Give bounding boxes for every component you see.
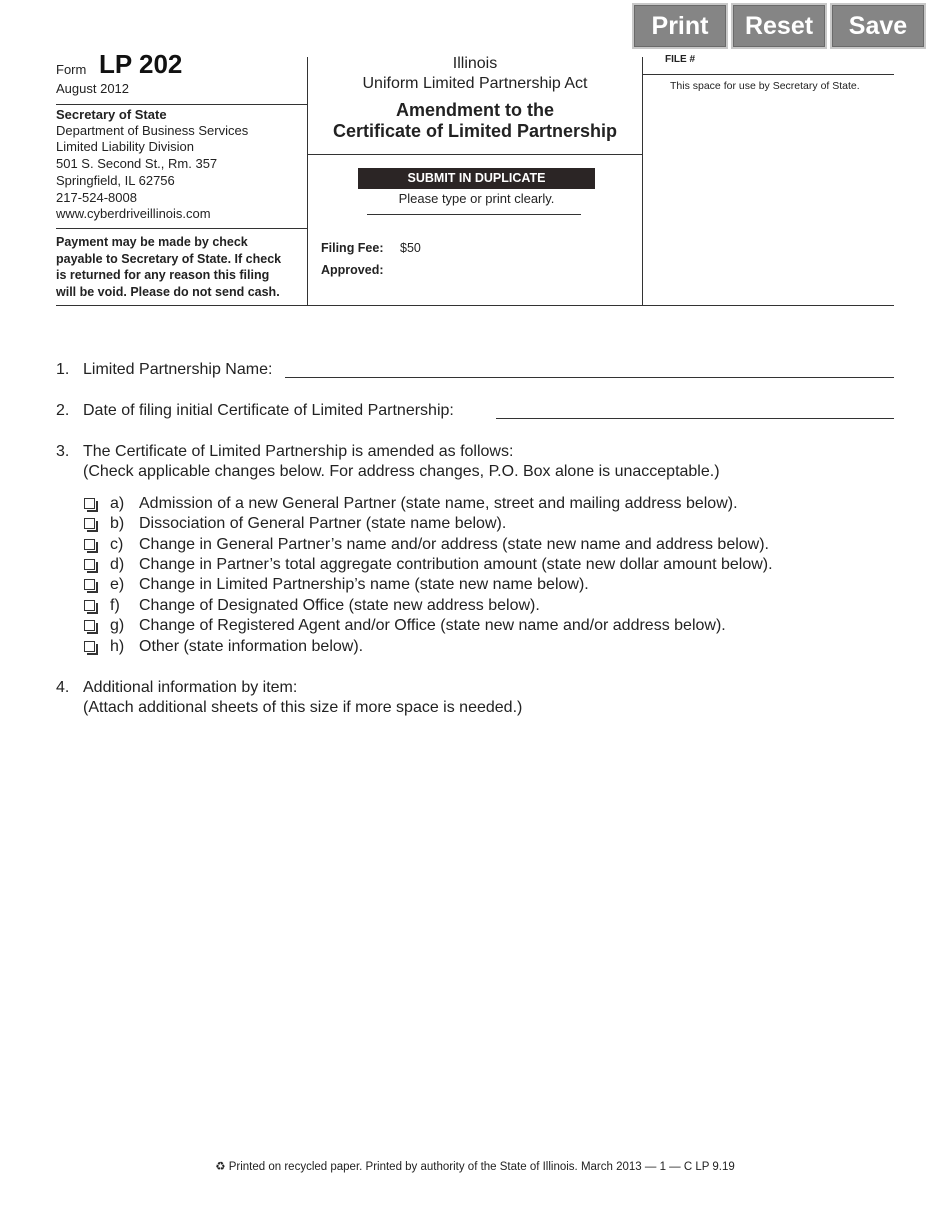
option-label: Change in General Partner’s name and/or address (state new name and address below). <box>139 536 769 553</box>
option-letter: b) <box>110 515 125 532</box>
option-checkbox[interactable] <box>84 600 95 611</box>
item3-heading: The Certificate of Limited Partnership is amended as follows: <box>83 443 514 460</box>
reset-button[interactable]: Reset <box>731 3 827 49</box>
partnership-name-input[interactable] <box>285 377 894 378</box>
office-line: Department of Business Services <box>56 123 249 138</box>
form-title: Certificate of Limited Partnership <box>332 121 618 141</box>
column-divider <box>642 57 643 305</box>
partnership-name-label: Limited Partnership Name: <box>83 361 273 378</box>
item4-heading: Additional information by item: <box>83 679 298 696</box>
filing-date-input[interactable] <box>496 418 894 419</box>
option-letter: h) <box>110 638 125 655</box>
filing-date-label: Date of filing initial Certificate of Limited Partnership: <box>83 402 454 419</box>
option-label: Dissociation of General Partner (state name below). <box>139 515 507 532</box>
recycle-icon: ♻ <box>215 1161 226 1173</box>
form-prefix: Form <box>56 62 87 77</box>
option-label: Admission of a new General Partner (state name, street and mailing address below). <box>139 495 738 512</box>
form-number: LP 202 <box>99 49 183 79</box>
sos-note: This space for use by Secretary of State. <box>670 80 860 92</box>
option-letter: g) <box>110 617 125 634</box>
option-label: Other (state information below). <box>139 638 364 655</box>
office-line: Springfield, IL 62756 <box>56 173 175 188</box>
filing-fee-label: Filing Fee: <box>321 241 384 255</box>
option-checkbox[interactable] <box>84 539 95 550</box>
state-name: Illinois <box>452 55 498 72</box>
option-label: Change of Registered Agent and/or Office (state new name and/or address below). <box>139 617 726 634</box>
office-line: 501 S. Second St., Rm. 357 <box>56 156 218 171</box>
file-number-line <box>643 74 894 75</box>
office-title: Secretary of State <box>56 107 167 122</box>
footer-note <box>0 1159 950 1173</box>
header-divider <box>308 154 642 155</box>
approved-label: Approved: <box>321 263 384 277</box>
submit-banner: SUBMIT IN DUPLICATE <box>358 168 595 189</box>
header-divider <box>56 228 307 229</box>
act-name: Uniform Limited Partnership Act <box>362 75 588 92</box>
footer-text: Printed on recycled paper. Printed by authority of the State of Illinois. March 2013 — 1 — C LP 9.19 <box>228 1161 735 1173</box>
form-title: Amendment to the <box>395 100 554 120</box>
option-letter: f) <box>110 597 120 614</box>
option-checkbox[interactable] <box>84 641 95 652</box>
additional-info-area[interactable] <box>56 730 894 1150</box>
option-checkbox[interactable] <box>84 579 95 590</box>
option-checkbox[interactable] <box>84 559 95 570</box>
item4-instructions: (Attach additional sheets of this size if more space is needed.) <box>83 699 523 716</box>
option-checkbox[interactable] <box>84 620 95 631</box>
option-label: Change of Designated Office (state new address below). <box>139 597 540 614</box>
option-letter: d) <box>110 556 125 573</box>
column-divider <box>307 57 308 305</box>
option-letter: c) <box>110 536 124 553</box>
option-checkbox[interactable] <box>84 498 95 509</box>
print-button[interactable]: Print <box>632 3 728 49</box>
item-number: 1. <box>56 361 70 378</box>
item-number: 2. <box>56 402 70 419</box>
office-line: 217-524-8008 <box>56 190 137 205</box>
header-divider <box>56 104 307 105</box>
option-label: Change in Limited Partnership’s name (state new name below). <box>139 576 589 593</box>
option-label: Change in Partner’s total aggregate contribution amount (state new dollar amount below). <box>139 556 773 573</box>
header-divider <box>367 214 581 215</box>
option-checkbox[interactable] <box>84 518 95 529</box>
item-number: 4. <box>56 679 70 696</box>
file-number-label: FILE # <box>665 54 696 65</box>
option-letter: e) <box>110 576 125 593</box>
office-line: Limited Liability Division <box>56 139 194 154</box>
item3-instructions: (Check applicable changes below. For address changes, P.O. Box alone is unacceptable.) <box>83 463 720 480</box>
option-letter: a) <box>110 495 125 512</box>
office-website: www.cyberdriveillinois.com <box>56 206 211 221</box>
item-number: 3. <box>56 443 70 460</box>
payment-note: Payment may be made by check payable to Secretary of State. If check is returned for any reason this filing will be void. Please do not send cash. <box>56 235 282 300</box>
type-note: Please type or print clearly. <box>398 191 555 206</box>
form-date: August 2012 <box>56 81 130 96</box>
header-bottom-rule <box>56 305 894 306</box>
filing-fee-value: $50 <box>400 241 421 255</box>
save-button[interactable]: Save <box>830 3 926 49</box>
